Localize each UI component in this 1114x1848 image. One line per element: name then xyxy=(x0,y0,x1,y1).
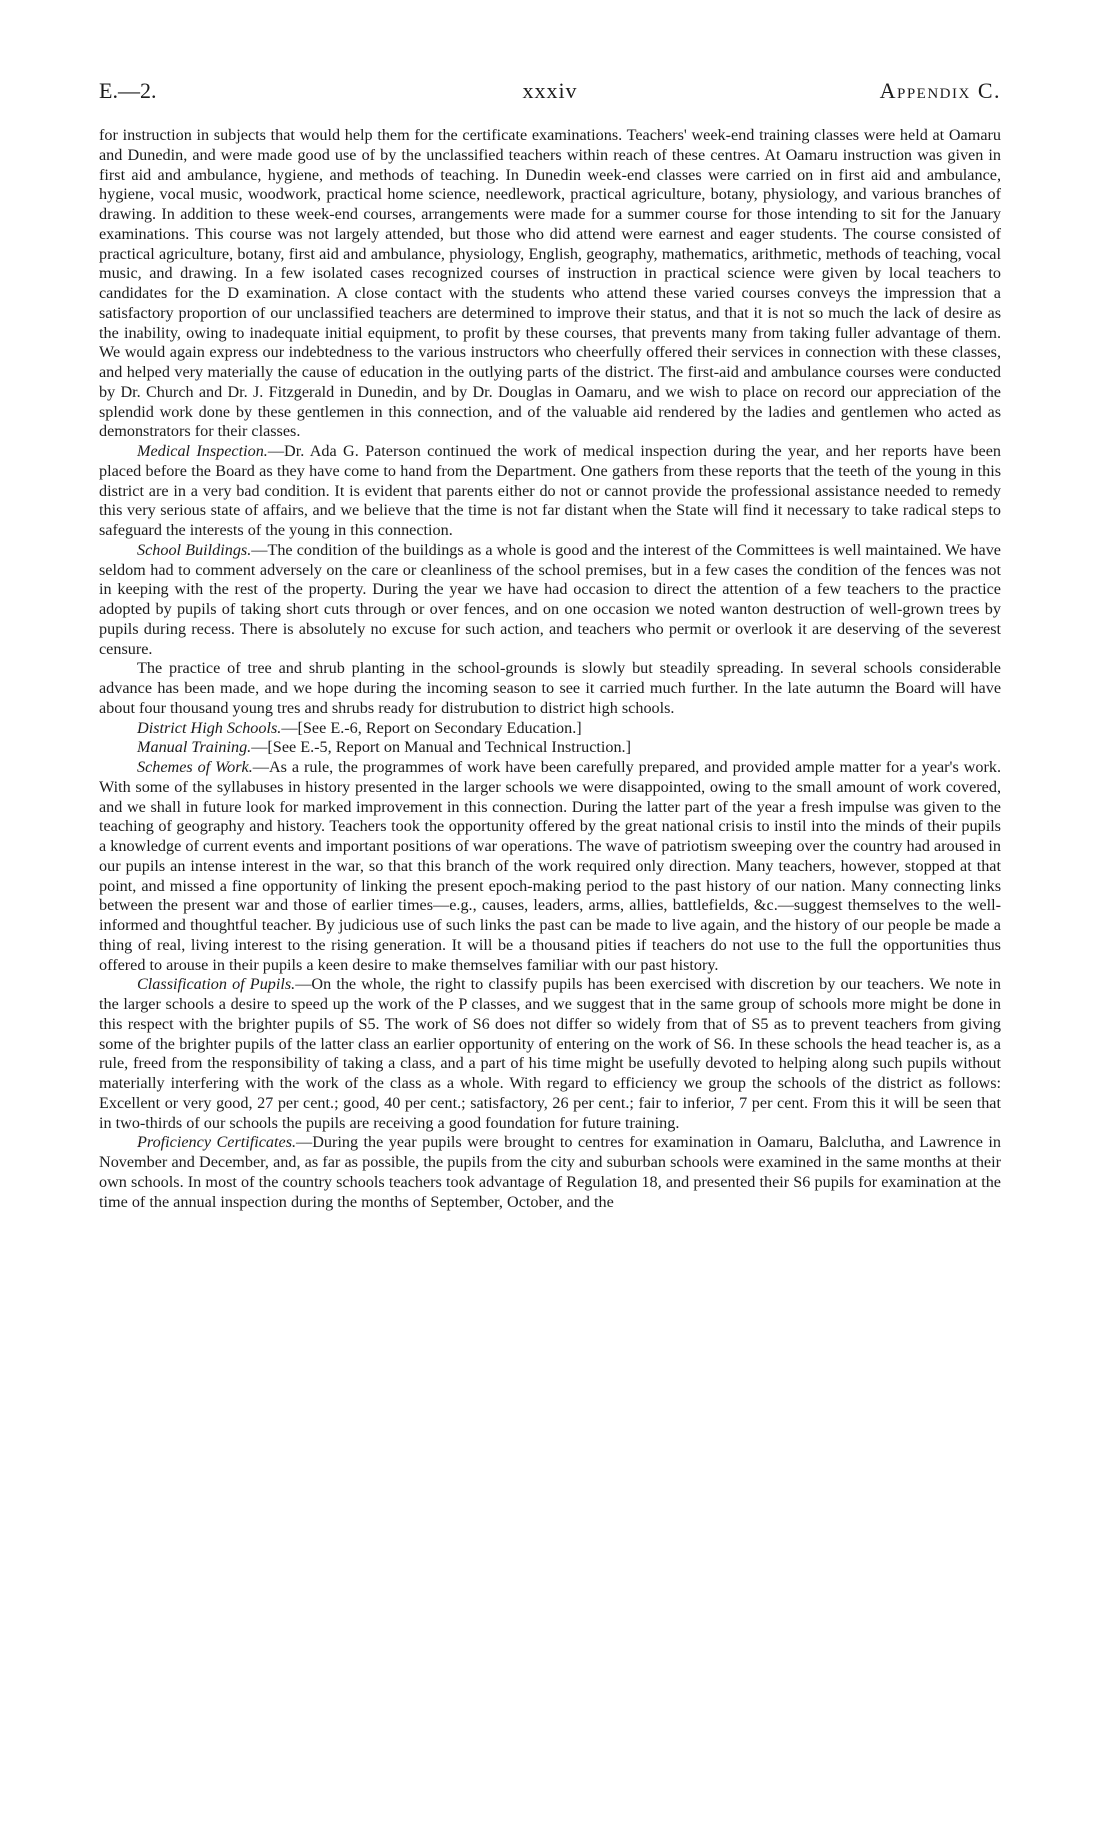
paragraph-text: for instruction in subjects that would help them for the certificate examinations. Teachers' week-end training classes were held at Oamaru and Dunedin, and were made good use of by the unclassified teachers within reach of these centres. At Oamaru instruction was given in first aid and ambulance, hygiene, and methods of teaching. In Dunedin week-end classes were carried on in first aid and ambulance, hygiene, vocal music, woodwork, practical home science, needlework, practical agriculture, botany, physiology, and various branches of drawing. In addition to these week-end courses, arrangements were made for a summer course for those intending to sit for the January examinations. This course was not largely attended, but those who did attend were earnest and eager students. The course consisted of practical agriculture, botany, first aid and ambulance, physiology, English, geography, mathematics, arithmetic, methods of teaching, vocal music, and drawing. In a few isolated cases recognized courses of instruction in practical science were given by local teachers to candidates for the D examination. A close contact with the students who attend these varied courses conveys the impression that a satisfactory proportion of our unclassified teachers are determined to improve their status, and that it is not so much the lack of desire as the inability, owing to inadequate initial equipment, to profit by these courses, that prevents many from taking fuller advantage of them. We would again express our indebtedness to the various instructors who cheerfully offered their services in connection with these classes, and helped very materially the cause of education in the outlying parts of the district. The first-aid and ambulance courses were conducted by Dr. Church and Dr. J. Fitzgerald in Dunedin, and by Dr. Douglas in Oamaru, and we wish to place on record our appreciation of the splendid work done by these gentlemen in this connection, and of the valuable aid rendered by the ladies and gentlemen who acted as demonstrators for their classes. xyxy=(99,126,1001,441)
section-heading: Classification of Pupils. xyxy=(137,975,296,994)
paragraph-text: —During the year pupils were brought to centres for examination in Oamaru, Balclutha, and Lawrence in November and December, and, as far as possible, the pupils from the city and suburban schools were examined in the same months at their own schools. In most of the country schools teachers took advantage of Regulation 18, and presented their S6 pupils for examination at the time of the annual inspection during the months of September, October, and the xyxy=(99,1133,1001,1211)
paragraph-text: —On the whole, the right to classify pupils has been exercised with discretion by our teachers. We note in the larger schools a desire to speed up the work of the P classes, and we suggest that in the same group of schools more might be done in this respect with the brighter pupils of S5. The work of S6 does not differ so widely from that of S5 as to prevent teachers from giving some of the brighter pupils of the latter class an earlier opportunity of entering on the work of S6. In these schools the head teacher is, as a rule, freed from the responsibility of taking a class, and a part of his time might be usefully devoted to helping along such pupils without materially interfering with the work of the class as a whole. With regard to efficiency we group the schools of the district as follows: Excellent or very good, 27 per cent.; good, 40 per cent.; satisfactory, 26 per cent.; fair to inferior, 7 per cent. From this it will be seen that in two-thirds of our schools the pupils are receiving a good foundation for future training. xyxy=(99,975,1001,1132)
paragraph-text: —The condition of the buildings as a whole is good and the interest of the Committees is well maintained. We have seldom had to comment adversely on the care or cleanliness of the school premises, but in a few cases the condition of the fences was not in keeping with the rest of the property. During the year we have had occasion to direct the attention of a few teachers to the practice adopted by pupils of taking short cuts through or over fences, and on one occasion we noted wanton destruction of well-grown trees by pupils during recess. There is absolutely no excuse for such action, and teachers who permit or overlook it are deserving of the severest censure. xyxy=(99,540,1001,658)
section-heading: Manual Training. xyxy=(137,738,252,757)
section-heading: Proficiency Certificates. xyxy=(137,1133,297,1152)
section-heading: School Buildings. xyxy=(137,540,252,559)
paragraph-text: —Dr. Ada G. Paterson continued the work of medical inspection during the year, and her reports have been placed before the Board as they have come to hand from the Department. One gathers from these reports that the teeth of the young in this district are in a very bad condition. It is evident that parents either do not or cannot provide the professional assistance needed to remedy this very serious state of affairs, and we believe that the time is not far distant when the State will find it necessary to take radical steps to safeguard the interests of the young in this connection. xyxy=(99,442,1002,539)
paragraph-classification-of-pupils xyxy=(99,975,1001,1133)
paragraph-text: The practice of tree and shrub planting in the school-grounds is slowly but steadily spreading. In several schools considerable advance has been made, and we hope during the incoming season to see it carried much further. In the late autumn the Board will have about four thousand young tres and shrubs ready for distrubution to district high schools. xyxy=(99,659,1001,717)
paragraph-text: —[See E.-5, Report on Manual and Technical Instruction.] xyxy=(251,738,631,757)
paragraph-manual-training xyxy=(99,738,1001,758)
paragraph-district-high-schools xyxy=(99,719,1001,739)
paragraph-tree-planting xyxy=(99,659,1001,718)
document-code: E.—2. xyxy=(99,78,157,103)
body-text xyxy=(99,126,1001,1212)
paragraph-proficiency-certificates xyxy=(99,1133,1001,1212)
paragraph-school-buildings xyxy=(99,541,1001,660)
section-heading: District High Schools. xyxy=(137,718,282,737)
section-heading: Medical Inspection. xyxy=(137,442,268,460)
page-header xyxy=(99,78,1001,108)
page-number: xxxiv xyxy=(522,78,578,103)
paragraph-continued-instruction xyxy=(99,126,1001,442)
paragraph-text: —As a rule, the programmes of work have been carefully prepared, and provided ample matter for a year's work. With some of the syllabuses in history presented in the larger schools we were disappointed, owing to the small amount of work covered, and we shall in future look for marked improvement in this connection. During the latter part of the year a fresh impulse was given to the teaching of geography and history. Teachers took the opportunity offered by the great national crisis to instil into the minds of their pupils a knowledge of current events and important positions of war operations. The wave of patriotism sweeping over the country had aroused in our pupils an intense interest in the war, so that this branch of the work required only direction. Many teachers, however, stopped at that point, and missed a fine opportunity of linking the present epoch-making period to the past history of our nation. Many connecting links between the present war and those of earlier times—e.g., causes, leaders, arms, allies, battlefields, &c.—suggest themselves to the well-informed and thoughtful teacher. By judicious use of such links the past can be made to live again, and the history of our people be made a thing of real, living interest to the rising generation. It will be a thousand pities if teachers do not use to the full the opportunities thus offered to arouse in their pupils a keen desire to make themselves familiar with our past history. xyxy=(99,758,1001,974)
paragraph-medical-inspection xyxy=(99,442,1001,541)
paragraph-schemes-of-work xyxy=(99,758,1001,975)
section-heading: Schemes of Work. xyxy=(137,758,253,776)
paragraph-text: —[See E.-6, Report on Secondary Education.] xyxy=(281,718,582,737)
appendix-label: Appendix C. xyxy=(879,78,1001,103)
